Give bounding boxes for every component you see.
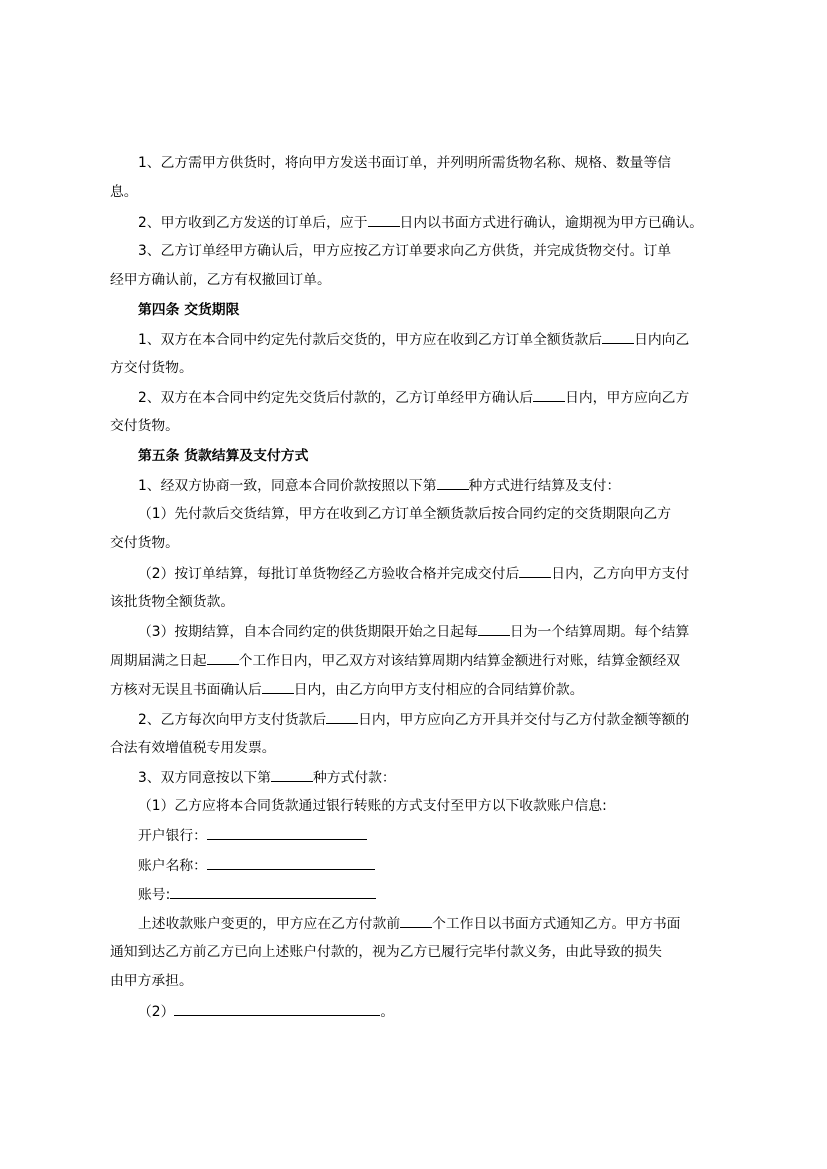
clause-text: 日内，甲方应向乙方 <box>565 390 690 406</box>
clause-3-item-3-cont <box>110 270 730 292</box>
clause-text: 上述收款账户变更的，甲方应在乙方付款前 <box>138 916 401 932</box>
article-4-heading <box>110 300 730 322</box>
clause-text: 方交付货物。 <box>110 360 193 376</box>
option-label: （2） <box>138 1004 175 1020</box>
fill-blank-days[interactable] <box>368 212 400 227</box>
clause-text: 日内，甲方应向乙方开具并交付与乙方付款金额等额的 <box>358 712 690 728</box>
article-4-item-2-cont <box>110 416 730 438</box>
clause-text: 交付货物。 <box>110 535 179 551</box>
clause-text: 日内，乙方向甲方支付 <box>551 566 690 582</box>
fill-blank-option[interactable] <box>271 767 313 782</box>
article-4-item-1-cont <box>110 358 730 380</box>
clause-text: 2、甲方收到乙方发送的订单后，应于 <box>138 215 368 231</box>
clause-text: 3、双方同意按以下第 <box>138 770 271 786</box>
clause-text: 经甲方确认前，乙方有权撤回订单。 <box>110 272 331 288</box>
article-5-option-3-cont-1 <box>110 650 730 672</box>
account-name-field-row <box>110 855 730 877</box>
account-name-field[interactable] <box>207 855 375 870</box>
fill-blank-option[interactable] <box>437 475 469 490</box>
article-4-item-2 <box>110 387 730 409</box>
account-change-clause <box>110 913 730 935</box>
clause-text: 1、经双方协商一致，同意本合同价款按照以下第 <box>138 478 437 494</box>
article-5-item-3 <box>110 767 730 789</box>
article-5-payment-2 <box>110 1001 730 1023</box>
clause-text: 合法有效增值税专用发票。 <box>110 740 276 756</box>
clause-text: 个工作日内，甲乙双方对该结算周期内结算金额进行对账，结算金额经双 <box>238 653 681 669</box>
clause-text: 种方式进行结算及支付： <box>468 478 621 494</box>
fill-blank-days[interactable] <box>519 563 551 578</box>
bank-label: 开户银行： <box>138 828 207 844</box>
account-name-label: 账户名称： <box>138 858 207 874</box>
clause-text: 该批货物全额货款。 <box>110 594 235 610</box>
article-5-item-2 <box>110 709 730 731</box>
clause-text: 通知到达乙方前乙方已向上述账户付款的，视为乙方已履行完毕付款义务，由此导致的损失 <box>110 944 662 960</box>
clause-3-item-1 <box>110 153 730 175</box>
account-change-clause-cont-1 <box>110 942 730 964</box>
article-5-option-1 <box>110 504 730 526</box>
article-5-item-1 <box>110 475 730 497</box>
fill-blank-days[interactable] <box>602 329 634 344</box>
clause-text: 2、乙方每次向甲方支付货款后 <box>138 712 327 728</box>
account-change-clause-cont-2 <box>110 971 730 993</box>
article-5-option-2-cont <box>110 592 730 614</box>
clause-text: 由甲方承担。 <box>110 973 193 989</box>
payment-method-field[interactable] <box>174 1001 380 1016</box>
article-5-payment-1 <box>110 796 730 818</box>
clause-text: 。 <box>380 1004 395 1020</box>
clause-text: 方核对无误且书面确认后 <box>110 682 262 698</box>
clause-text: 交付货物。 <box>110 418 179 434</box>
heading-text: 第五条 货款结算及支付方式 <box>138 448 309 464</box>
article-5-option-3 <box>110 621 730 643</box>
bank-field[interactable] <box>207 825 367 840</box>
clause-text: 1、乙方需甲方供货时，将向甲方发送书面订单，并列明所需货物名称、规格、数量等信 <box>138 155 672 171</box>
clause-text: （1）先付款后交货结算，甲方在收到乙方订单全额货款后按合同约定的交货期限向乙方 <box>138 506 672 522</box>
clause-3-item-2 <box>110 212 730 234</box>
article-5-option-2 <box>110 563 730 585</box>
account-number-field-row <box>110 884 730 906</box>
clause-text: 3、乙方订单经甲方确认后，甲方应按乙方订单要求向乙方供货，并完成货物交付。订单 <box>138 243 672 259</box>
fill-blank-days[interactable] <box>478 621 510 636</box>
bank-field-row <box>110 825 730 847</box>
clause-text: 日为一个结算周期。每个结算 <box>509 624 690 640</box>
article-5-item-2-cont <box>110 738 730 760</box>
fill-blank-days[interactable] <box>326 709 358 724</box>
clause-text: （3）按期结算，自本合同约定的供货期限开始之日起每 <box>138 624 478 640</box>
article-5-option-3-cont-2 <box>110 679 730 701</box>
heading-text: 第四条 交货期限 <box>138 302 240 318</box>
clause-text: （2）按订单结算，每批订单货物经乙方验收合格并完成交付后 <box>138 566 520 582</box>
clause-text: （1）乙方应将本合同货款通过银行转账的方式支付至甲方以下收款账户信息: <box>138 798 607 814</box>
clause-3-item-3 <box>110 241 730 263</box>
clause-text: 种方式付款： <box>312 770 396 786</box>
clause-text: 日内，由乙方向甲方支付相应的合同结算价款。 <box>293 682 584 698</box>
fill-blank-days[interactable] <box>533 387 565 402</box>
clause-text: 息。 <box>110 184 138 200</box>
clause-text: 个工作日以书面方式通知乙方。甲方书面 <box>432 916 681 932</box>
article-5-option-1-cont <box>110 533 730 555</box>
article-4-item-1 <box>110 329 730 351</box>
fill-blank-days[interactable] <box>262 679 294 694</box>
clause-text: 日内向乙 <box>634 332 690 348</box>
clause-text: 日内以书面方式进行确认，逾期视为甲方已确认。 <box>399 215 704 231</box>
article-5-heading <box>110 446 730 468</box>
clause-text: 2、双方在本合同中约定先交货后付款的，乙方订单经甲方确认后 <box>138 390 534 406</box>
clause-3-item-1-cont <box>110 182 730 204</box>
fill-blank-workdays[interactable] <box>207 650 239 665</box>
fill-blank-workdays[interactable] <box>400 913 432 928</box>
clause-text: 周期届满之日起 <box>110 653 207 669</box>
clause-text: 1、双方在本合同中约定先付款后交货的，甲方应在收到乙方订单全额货款后 <box>138 332 603 348</box>
account-number-field[interactable] <box>170 884 376 899</box>
account-number-label: 账号: <box>138 887 171 903</box>
